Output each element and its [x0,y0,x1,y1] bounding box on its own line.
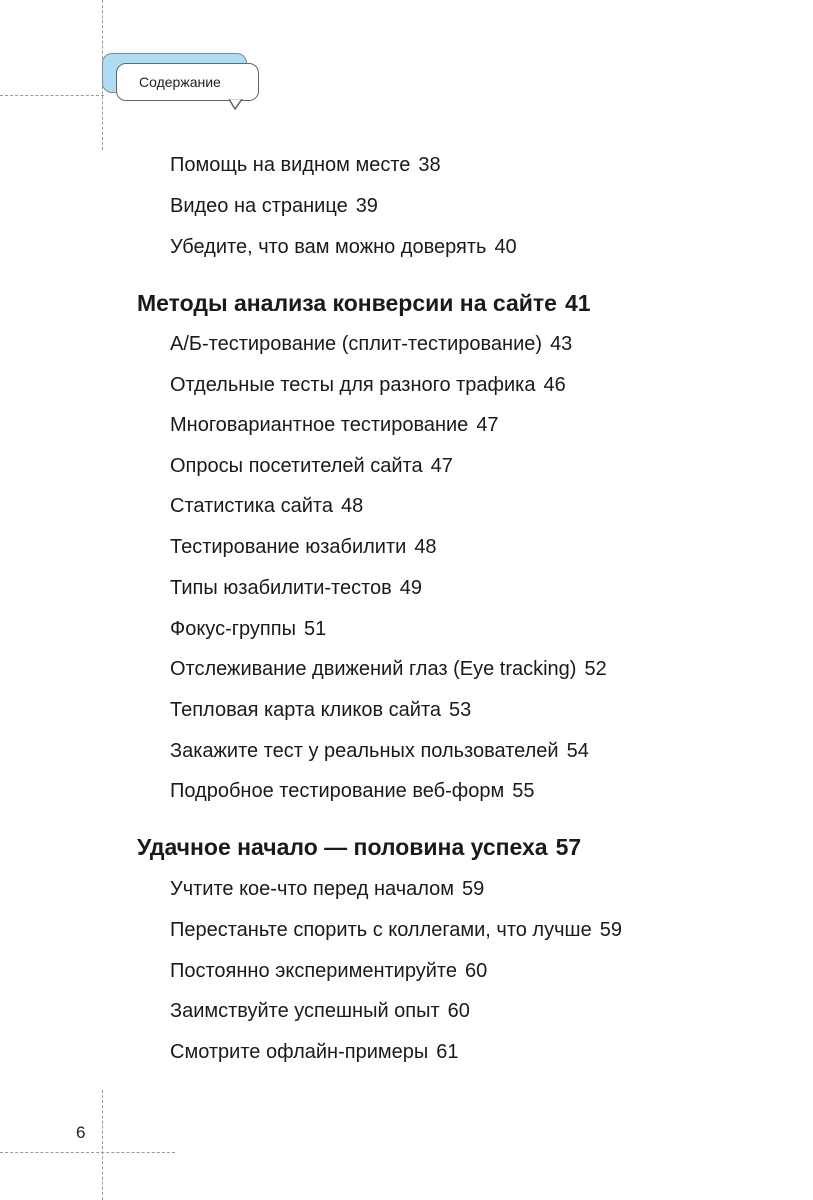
toc-entry-page: 41 [564,290,591,316]
section-tag [116,63,259,101]
toc-entry-title: А/Б-тестирование (сплит-тестирование) [170,333,543,355]
toc-entry-title: Постоянно экспериментируйте [170,960,457,982]
toc-entry-page: 53 [449,699,472,721]
toc-entry-title: Учтите кое-что перед началом [170,878,455,900]
toc-entry-page: 40 [494,236,517,258]
toc-entry-page: 46 [543,374,566,396]
toc-entry-page: 43 [550,333,573,355]
toc-entry-title: Статистика сайта [170,495,333,517]
toc-entry-page: 48 [340,495,364,517]
toc-entry-page: 39 [355,195,378,217]
toc-entry-title: Отдельные тесты для разного трафика [170,374,536,396]
tag-pointer-icon [229,99,243,111]
toc-entry-page: 60 [447,1000,470,1022]
crop-guide-bottom [102,1090,103,1200]
page-number: 6 [76,1123,86,1142]
toc-entry-title: Многовариантное тестирование [170,414,469,436]
toc-entry-title: Видео на странице [170,195,348,217]
toc-entry-title: Смотрите офлайн-примеры [170,1041,429,1063]
toc-entry-title: Помощь на видном месте [170,154,411,176]
toc-entry-title: Заимствуйте успешный опыт [170,1000,440,1022]
toc-entry-title: Закажите тест у реальных пользователей [170,740,559,762]
toc-entry-page: 60 [464,960,488,982]
toc-entry-page: 59 [599,919,622,941]
toc-entry-title: Фокус-группы [170,618,296,640]
toc-entry-title: Тепловая карта кликов сайта [170,699,442,721]
toc-entry-page: 55 [512,780,535,802]
toc-entry-title: Подробное тестирование веб-форм [170,780,505,802]
crop-guide-left [0,95,104,96]
toc-entry-title: Убедите, что вам можно доверять [170,236,487,258]
toc-entry-page: 47 [430,455,453,477]
toc-entry-title: Отслеживание движений глаз (Eye tracking) [170,658,577,680]
section-tag-label: Содержание [139,74,221,90]
toc-entry-title: Типы юзабилити-тестов [170,577,392,599]
toc-entry-title: Опросы посетителей сайта [170,455,423,477]
toc-entry-title: Удачное начало — половина успеха [137,834,548,860]
toc-entry-page: 57 [555,834,582,860]
toc-entry-page: 51 [303,618,327,640]
toc-entry-page: 54 [566,740,589,762]
toc-entry-page: 59 [462,878,485,900]
toc-entry-title: Перестаньте спорить с коллегами, что лучше [170,919,592,941]
toc-entry-title: Тестирование юзабилити [170,536,407,558]
toc-entry-page: 47 [476,414,499,436]
toc-entry-page: 49 [399,577,423,599]
toc-entry-page: 61 [436,1041,459,1063]
crop-guide-bottom-h [0,1152,175,1153]
toc-entry-page: 52 [584,658,607,680]
toc-entry-page: 48 [414,536,437,558]
toc-entry-page: 38 [418,154,441,176]
toc-entry-title: Методы анализа конверсии на сайте [137,290,557,316]
